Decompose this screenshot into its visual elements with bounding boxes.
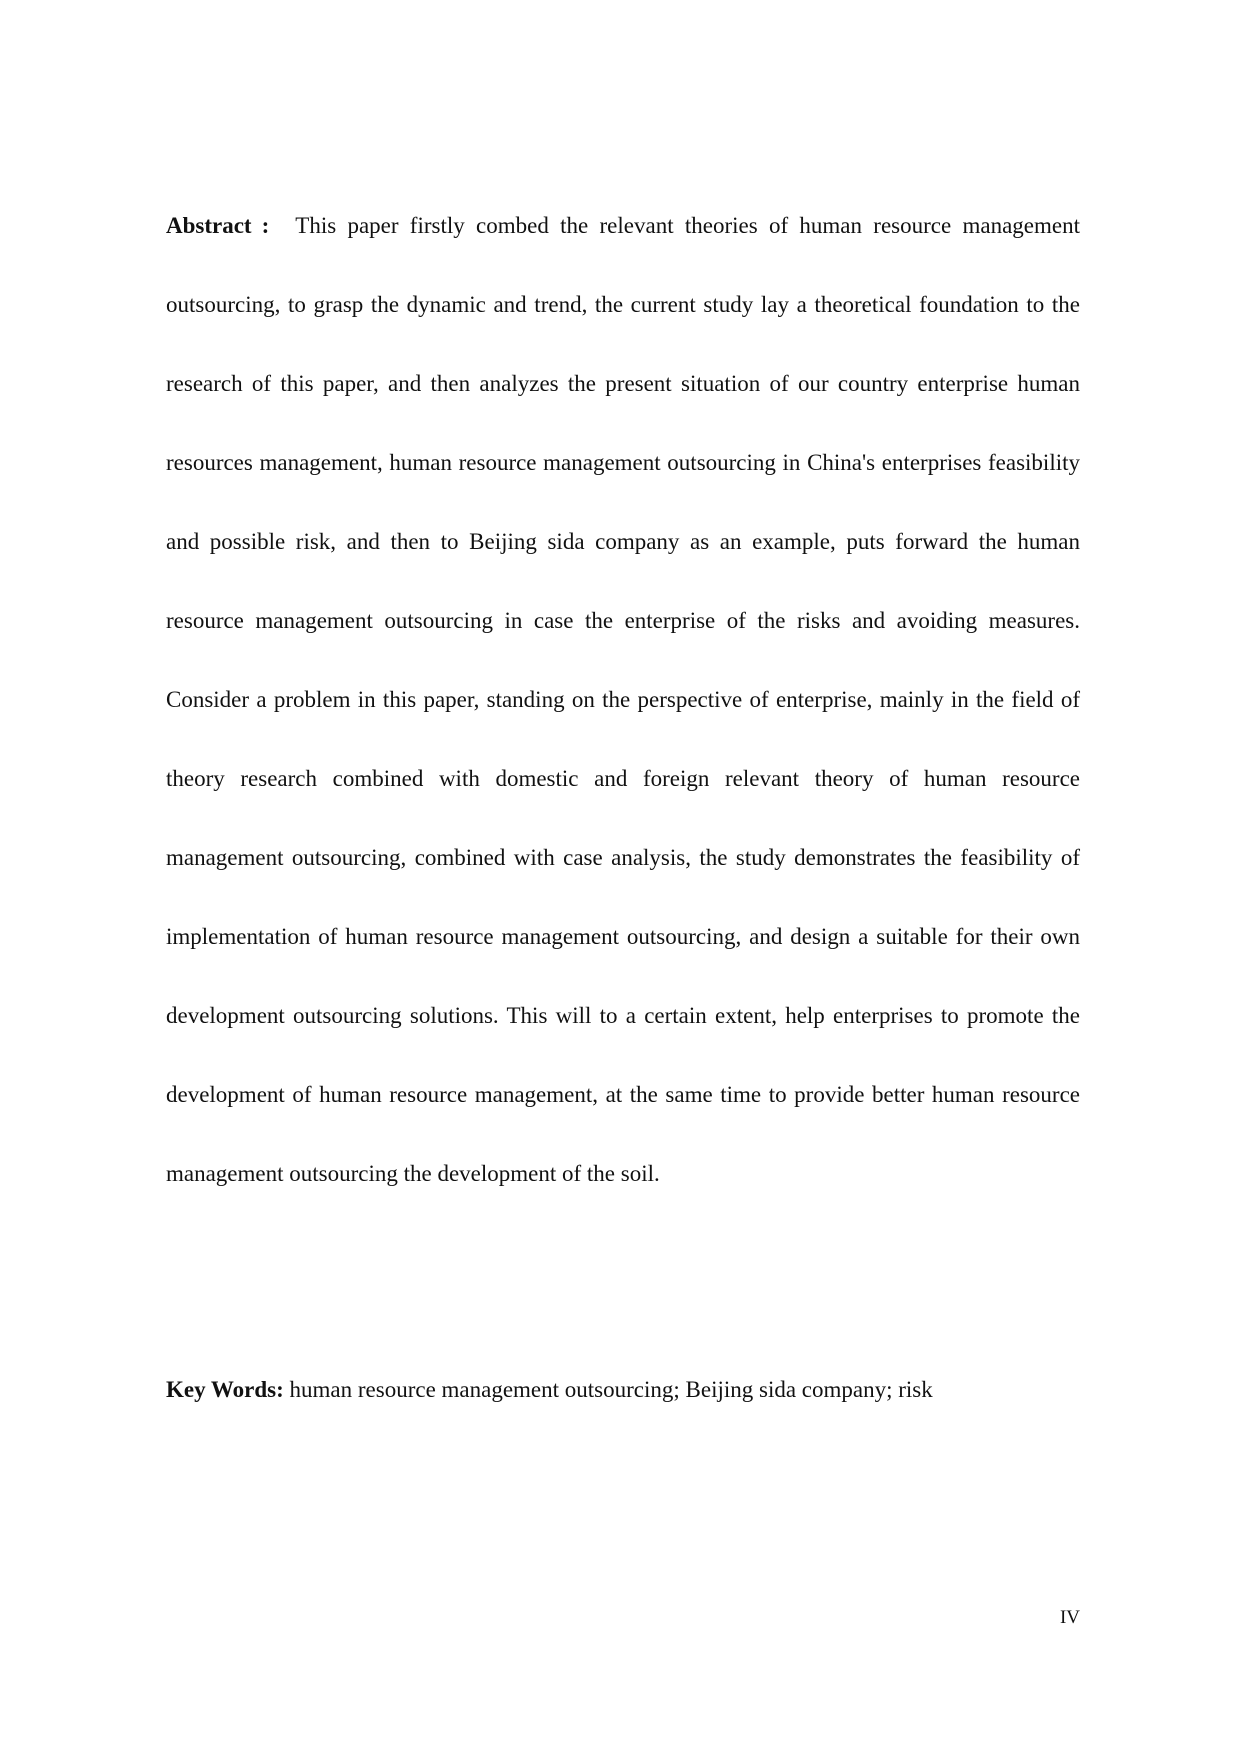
keywords-line <box>166 1370 1080 1410</box>
abstract-label: Abstract <box>166 213 252 238</box>
keywords-label: Key Words: <box>166 1377 284 1402</box>
abstract-colon: : <box>261 213 270 238</box>
keywords-text: human resource management outsourcing; Beijing sida company; risk <box>283 1377 933 1402</box>
abstract-text: This paper firstly combed the relevant theories of human resource management outsourcing, to grasp the dynamic and trend, the current study lay a theoretical foundation to the research of this paper, and then analyzes the present situation of our country enterprise human resources management, human resource management outsourcing in China's enterprises feasibility and possible risk, and then to Beijing sida company as an example, puts forward the human resource management outsourcing in case the enterprise of the risks and avoiding measures. Consider a problem in this paper, standing on the perspective of enterprise, mainly in the field of theory research combined with domestic and foreign relevant theory of human resource management outsourcing, combined with case analysis, the study demonstrates the feasibility of implementation of human resource management outsourcing, and design a suitable for their own development outsourcing solutions. This will to a certain extent, help enterprises to promote the development of human resource management, at the same time to provide better human resource management outsourcing the development of the soil. <box>166 213 1080 1186</box>
abstract-paragraph <box>166 186 1080 1213</box>
page-number: IV <box>1059 1607 1080 1628</box>
